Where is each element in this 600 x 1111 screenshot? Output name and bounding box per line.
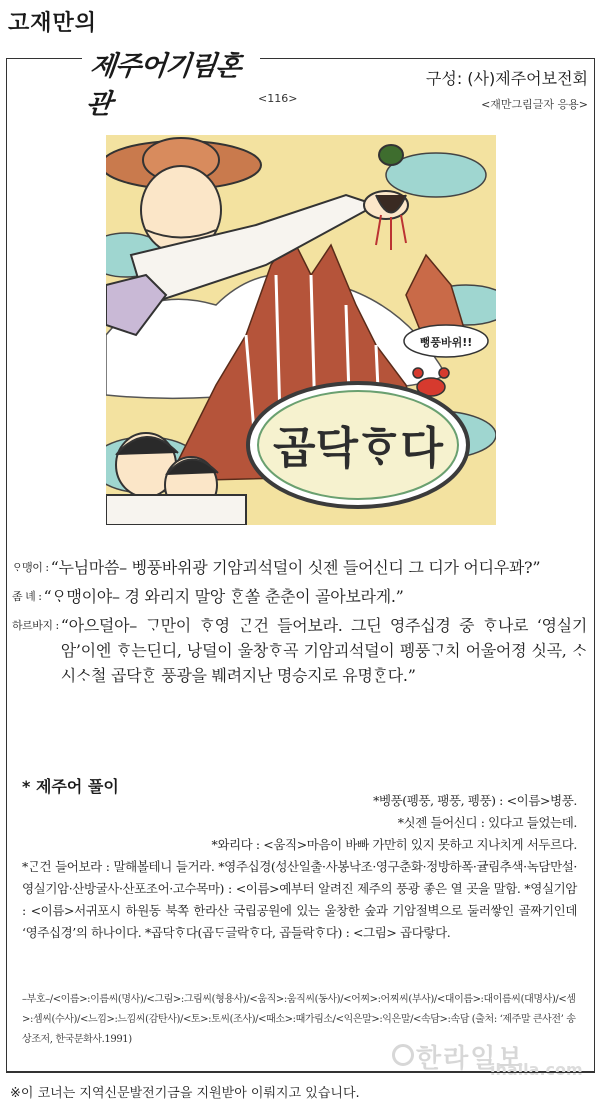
glossary-line: *와리다 : <움직>마음이 바빠 가만히 있지 못하고 지나치게 서두르다. [211, 837, 577, 852]
credit-subline: <재만그림글자 응용> [481, 98, 588, 111]
dialogue-line [12, 555, 587, 580]
bubble-text: 뻥풍바위!! [419, 336, 473, 349]
glossary-line: *ᄀᆞᆫ건 들어보라 : 말해볼테니 들거라. *영주십경(성산일출·사봉낙조·영구춘화·정방하폭·귤림추색·녹담만설·영실기암·산방굴사·산포조어·고수목마) : <이름>예부터 알려진 제주의 풍광 좋은 열 곳을 말함. *영실기암 : <이름>서귀포시 하원동 북쪽 한라산 국립공원에 있는 울창한 숲과 기암절벽으로 둘러쌓인 골짜기인데 ‘영주십경’의 하나이다. *곱닥ᄒᆞ다(곱ᄃᆞ글락ᄒᆞ다, 곱들락ᄒᆞ다) : <그림> 곱다랗다. [22, 859, 577, 940]
glossary-line: *벵풍(펭풍, 팽풍, 펭풍) : <이름>병풍. [373, 793, 577, 808]
dialogue-line [12, 613, 587, 688]
glossary-body [22, 790, 577, 944]
watermark-text: 한라일보 [416, 1044, 525, 1074]
column-logo-text: 제주어기림혼관 [84, 51, 243, 120]
speech-text: “아으덜아– ᄀᆞ만이 ᄒᆞ영 ᄀᆞᆫ건 들어보라. 그딘 영주십경 중 ᄒᆞ나로 ‘영실기암’이엔 ᄒᆞ는딘디, 낭덜이 울창ᄒᆞ곡 기암괴석덜이 펭풍ᄀᆞ치 어울어졍 싯곡, ᄉᆞ시ᄉᆞ철 곱닥ᄒᆞᆫ 풍광을 붸려지난 명승지로 유명ᄒᆞᆫ다.” [60, 616, 587, 685]
footer-note: ※이 코너는 지역신문발전기금을 지원받아 이뤄지고 있습니다. [10, 1086, 360, 1101]
cartoon-illustration [106, 135, 496, 525]
watermark-url: ihalla.com [490, 1060, 583, 1079]
bubble [404, 325, 488, 357]
glossary-title: * 제주어 풀이 [22, 777, 119, 796]
episode-number: <116> [258, 92, 298, 105]
series-title: 고재만의 [8, 11, 98, 36]
speech-text: “ᄋᆞ맹이야– 경 와리지 말앙 ᄒᆞᆫ쏠 춘춘이 골아보라게.” [43, 587, 404, 606]
big-title-text: 곱닥ᄒᆞ다 [272, 423, 444, 474]
title-ring [248, 383, 468, 507]
column-logo [82, 48, 260, 120]
speaker-label: ᄋᆞ맹이 : [12, 561, 49, 574]
dialogue-block [12, 555, 587, 692]
speaker-label: 좀 녜 : [12, 590, 42, 603]
speech-text: “누님마씀– 벵풍바위광 기암괴석덜이 싯젠 들어신디 그 디가 어디우꽈?” [50, 558, 541, 577]
glossary-line: *싯젠 들어신디 : 있다고 들었는데. [397, 815, 577, 830]
credit-line: 구성: (사)제주어보전회 [425, 69, 588, 88]
legend-text: –부호–/<이름>:이름씨(명사)/<그림>:그림씨(형용사)/<움직>:움직씨(동사)/<어찌>:어찌씨(부사)/<대이름>:대이름씨(대명사)/<셈>:셈씨(수사)/<느낌>:느낌씨(감탄사)/<토>:토씨(조사)/<때소>:때가림소/<익은말>:익은말/<속담>:속담 (출처: ‘제주말 큰사전’ 송상조저, 한국문화사.1991) [22, 994, 576, 1045]
footer-divider [6, 1072, 595, 1073]
dialogue-line [12, 584, 587, 609]
speaker-label: 하르바지 : [12, 619, 59, 632]
